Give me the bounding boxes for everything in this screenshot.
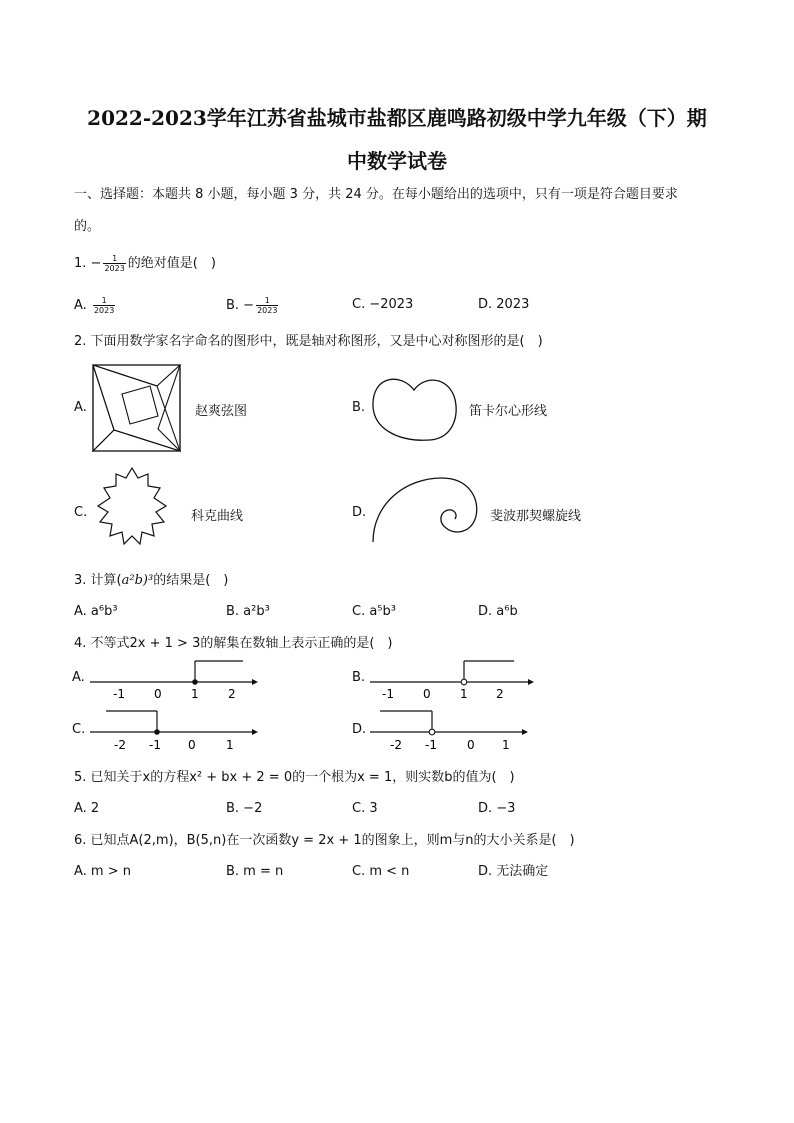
q1-suffix: 的绝对值是( ) <box>127 256 216 271</box>
q1-a-label: A. <box>74 298 87 313</box>
q4-c-tick-2: -1 <box>149 738 161 752</box>
q4-b-tick-3: 1 <box>460 687 468 701</box>
q6-option-d[interactable]: D. 无法确定 <box>478 864 549 879</box>
q1-option-d[interactable]: D. 2023 <box>478 297 530 312</box>
q4-c-tick-1: -2 <box>114 738 126 752</box>
q1-b-den: 2023 <box>257 306 278 315</box>
q1-b-label: B. − <box>226 298 255 313</box>
q1-a-num: 1 <box>93 296 115 306</box>
q3-option-d[interactable]: D. a⁶b <box>478 604 518 619</box>
q2-d-name: 斐波那契螺旋线 <box>490 509 582 524</box>
q1-a-fraction <box>93 296 115 315</box>
q4-d-tick-1: -2 <box>390 738 402 752</box>
q5-option-c[interactable]: C. 3 <box>352 801 378 816</box>
question-5: 5. 已知关于x的方程x² + bx + 2 = 0的一个根为x = 1，则实数b的值为( ) <box>74 770 515 785</box>
q3-expression: a²b)³ <box>121 573 154 588</box>
koch-snowflake <box>90 466 174 560</box>
q4-a-tick-4: 2 <box>228 687 236 701</box>
section-instructions: 一、选择题：本题共 8 小题，每小题 3 分，共 24 分。在每小题给出的选项中，只有一项是符合题目要求 <box>74 187 678 202</box>
q1-option-c[interactable]: C. −2023 <box>352 297 414 312</box>
question-6: 6. 已知点A(2,m)，B(5,n)在一次函数y = 2x + 1的图象上，则m与n的大小关系是( ) <box>74 833 575 848</box>
q4-d-tick-4: 1 <box>502 738 510 752</box>
question-3 <box>74 572 228 590</box>
q2-option-b-label[interactable]: B. <box>352 400 366 415</box>
q3-option-a[interactable]: A. a⁶b³ <box>74 604 118 619</box>
q1-fraction <box>103 254 125 273</box>
q3-suffix: 的结果是( ) <box>153 573 229 588</box>
q5-option-d[interactable]: D. −3 <box>478 801 516 816</box>
q4-d-tick-2: -1 <box>425 738 437 752</box>
q2-b-name: 笛卡尔心形线 <box>469 404 548 419</box>
question-4: 4. 不等式2x + 1 > 3的解集在数轴上表示正确的是( ) <box>74 636 393 651</box>
exam-title-line2: 中数学试卷 <box>347 149 447 173</box>
q2-option-c-label[interactable]: C. <box>74 505 88 520</box>
q3-option-c[interactable]: C. a⁵b³ <box>352 604 396 619</box>
q5-option-a[interactable]: A. 2 <box>74 801 100 816</box>
q4-option-b-label[interactable]: B. <box>352 670 366 685</box>
q4-a-number-line <box>88 656 258 702</box>
q1-prefix: 1. − <box>74 256 102 271</box>
q4-c-number-line <box>88 708 258 754</box>
q6-option-a[interactable]: A. m > n <box>74 864 131 879</box>
q4-b-tick-4: 2 <box>496 687 504 701</box>
q4-a-tick-3: 1 <box>191 687 199 701</box>
q6-option-c[interactable]: C. m < n <box>352 864 410 879</box>
q2-a-name: 赵爽弦图 <box>195 404 248 419</box>
q1-option-b[interactable] <box>226 296 280 315</box>
q1-b-fraction <box>256 296 278 315</box>
q1-a-den: 2023 <box>93 306 115 315</box>
q4-option-d-label[interactable]: D. <box>352 722 367 737</box>
q4-option-a-label[interactable]: A. <box>72 670 85 685</box>
q4-d-number-line <box>368 708 538 754</box>
q6-option-b[interactable]: B. m = n <box>226 864 284 879</box>
q5-option-b[interactable]: B. −2 <box>226 801 263 816</box>
q2-c-name: 科克曲线 <box>191 509 244 524</box>
q1-option-a[interactable] <box>74 296 117 315</box>
q3-option-b[interactable]: B. a²b³ <box>226 604 270 619</box>
q4-d-tick-3: 0 <box>467 738 475 752</box>
q4-b-tick-1: -1 <box>382 687 394 701</box>
q4-b-number-line <box>368 656 538 702</box>
q4-b-tick-2: 0 <box>423 687 431 701</box>
fibonacci-spiral <box>370 474 482 544</box>
zhaoshuang-diagram <box>92 364 182 454</box>
q4-option-c-label[interactable]: C. <box>72 722 86 737</box>
q1-frac-num: 1 <box>103 254 125 264</box>
q4-c-tick-4: 1 <box>226 738 234 752</box>
q2-option-a-label[interactable]: A. <box>74 400 87 415</box>
q2-option-d-label[interactable]: D. <box>352 505 367 520</box>
q3-prefix: 3. 计算( <box>74 573 122 588</box>
q4-a-tick-2: 0 <box>154 687 162 701</box>
question-1 <box>74 254 216 273</box>
q4-c-tick-3: 0 <box>188 738 196 752</box>
question-2: 2. 下面用数学家名字命名的图形中，既是轴对称图形，又是中心对称图形的是( ) <box>74 334 543 349</box>
section-instructions-cont: 的。 <box>74 219 101 234</box>
cardioid-curve <box>370 370 460 450</box>
q4-a-tick-1: -1 <box>113 687 125 701</box>
exam-title-line1: 2022-2023学年江苏省盐城市盐都区鹿鸣路初级中学九年级（下）期 <box>87 106 707 130</box>
q1-frac-den: 2023 <box>104 264 125 273</box>
q1-b-num: 1 <box>256 296 278 306</box>
